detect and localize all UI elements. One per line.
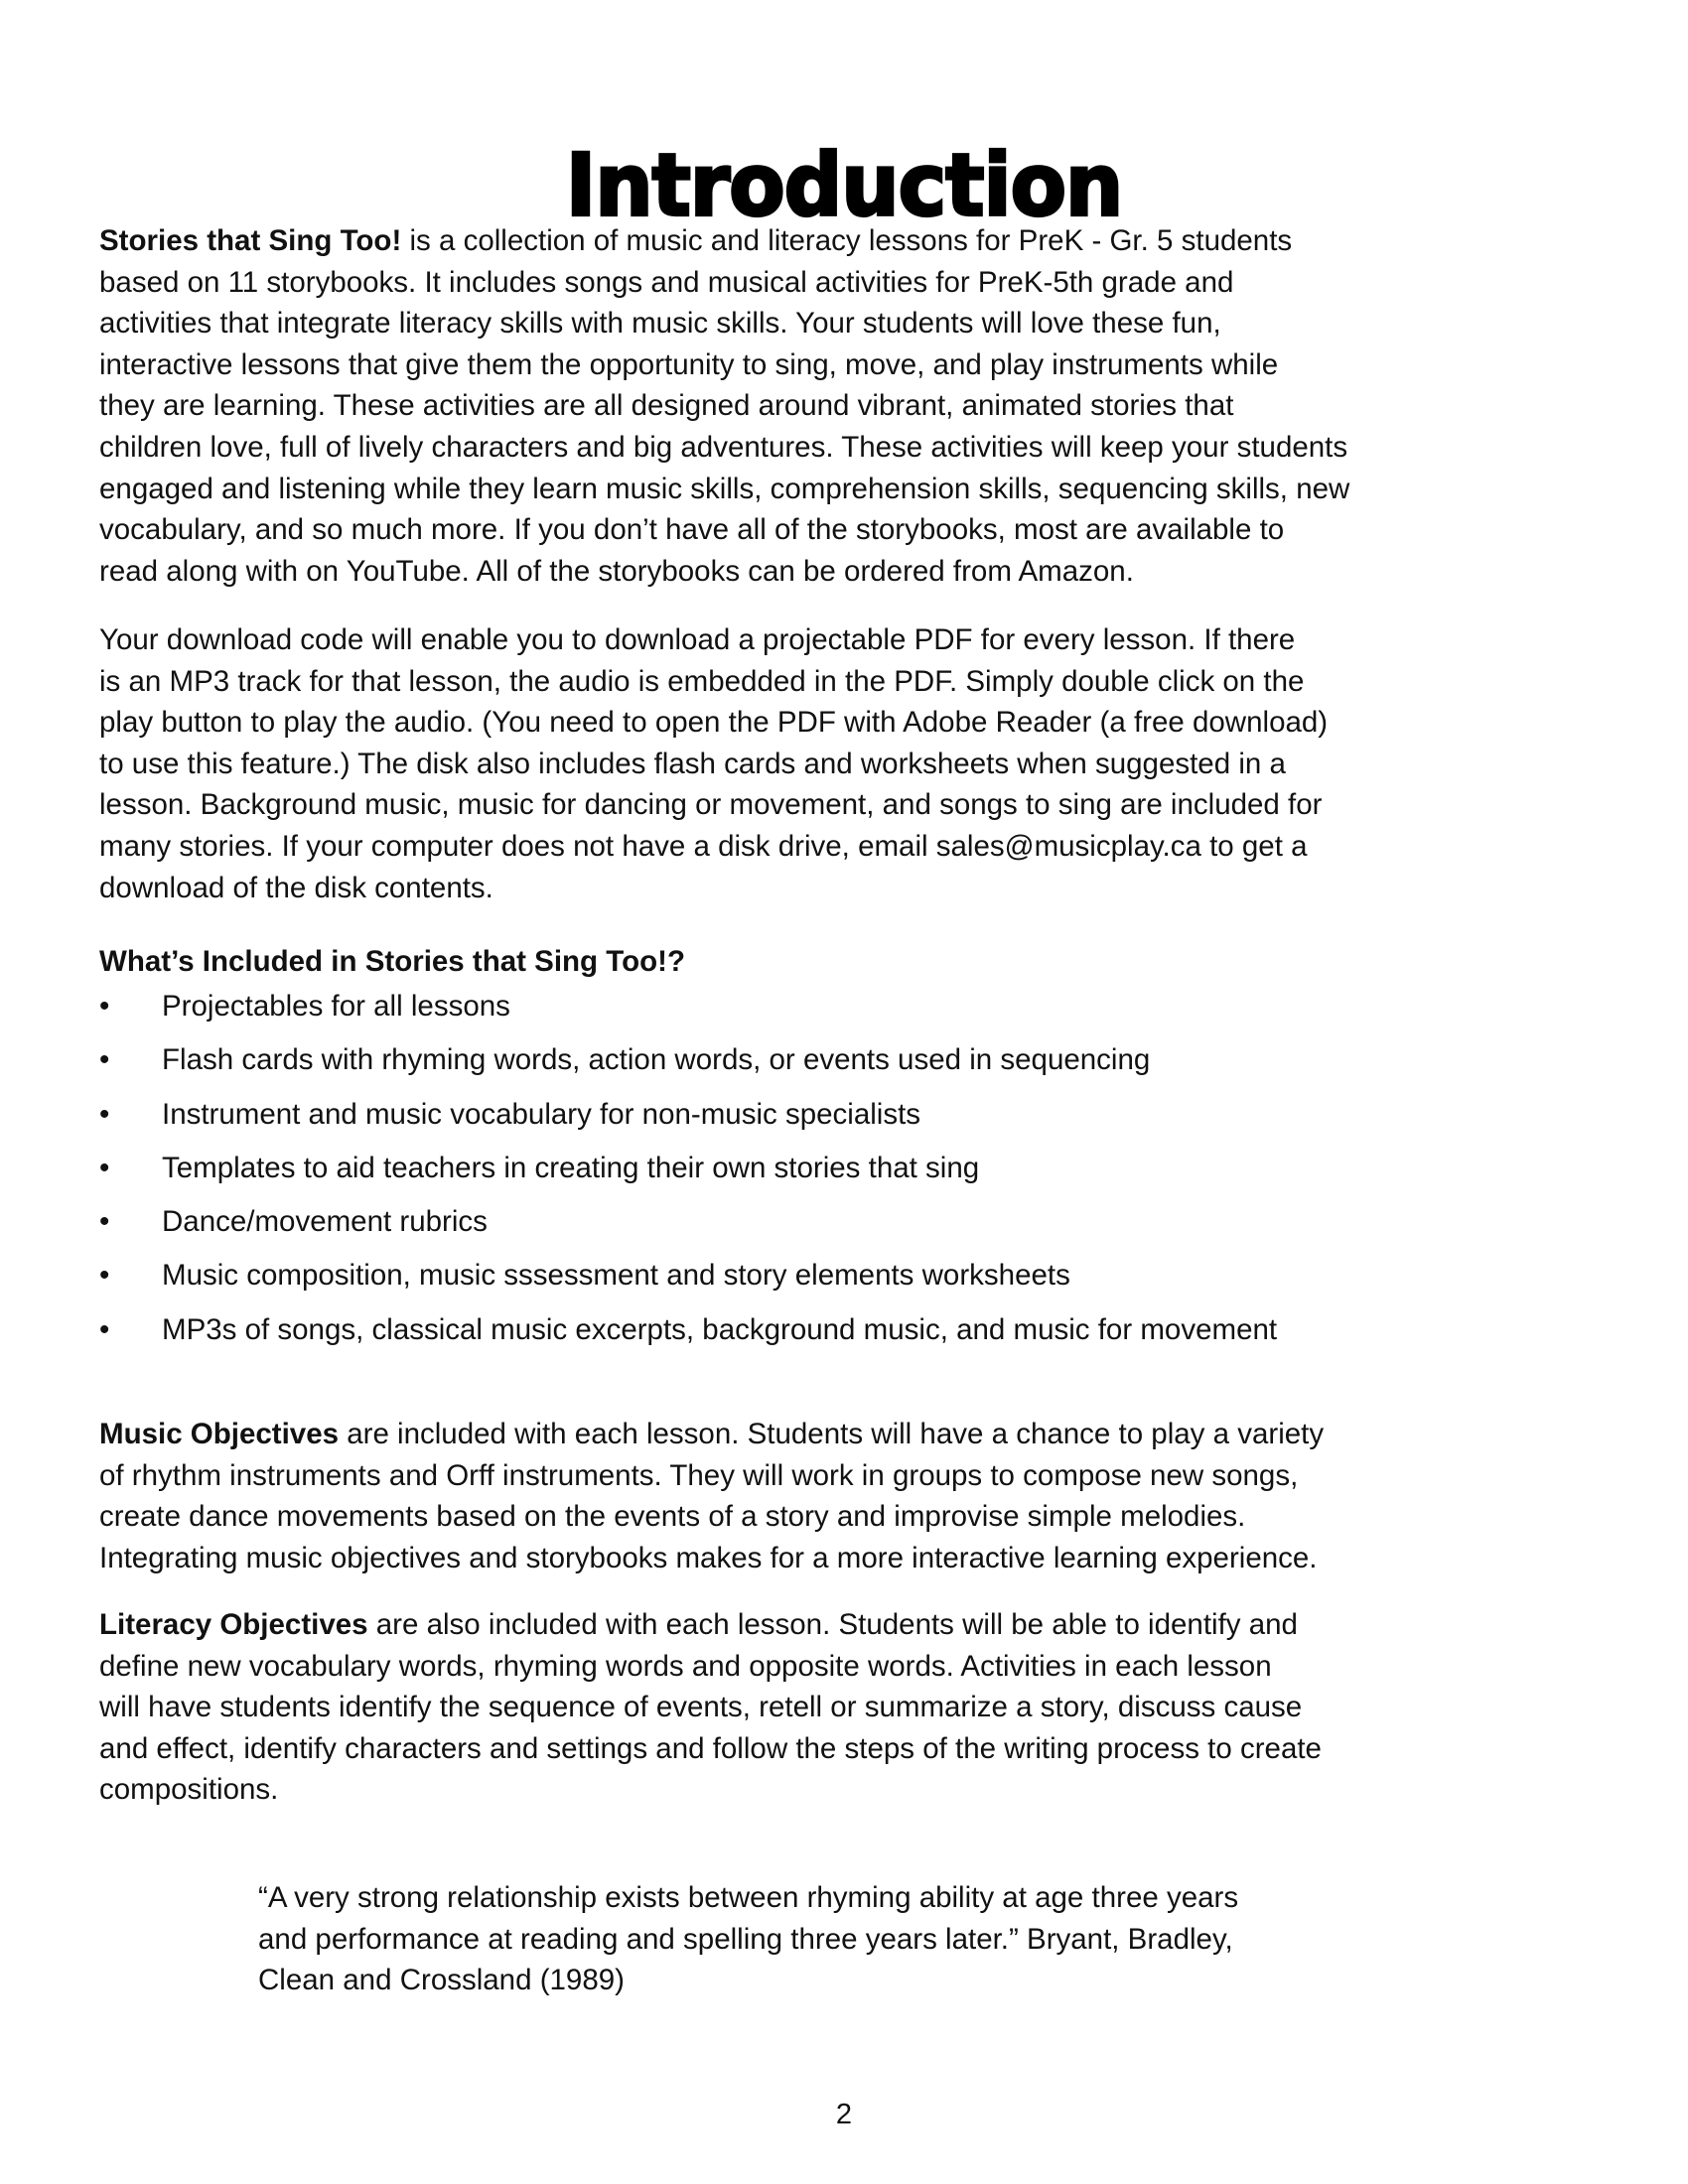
list-item: • Music composition, music sssessment and story elements worksheets bbox=[99, 1255, 1609, 1308]
download-line: Your download code will enable you to download a projectable PDF for every lesson. If there bbox=[99, 623, 1296, 656]
download-paragraph bbox=[99, 619, 1609, 908]
download-line: many stories. If your computer does not have a disk drive, email sales@musicplay.ca to get a bbox=[99, 829, 1308, 863]
intro-line: Stories that Sing Too! is a collection of music and literacy lessons for PreK - Gr. 5 students bbox=[99, 224, 1293, 257]
bullet-icon: • bbox=[99, 990, 110, 1023]
intro-line: read along with on YouTube. All of the storybooks can be ordered from Amazon. bbox=[99, 554, 1134, 588]
page-title: Introduction bbox=[565, 136, 1123, 236]
included-list bbox=[99, 986, 1609, 1363]
bullet-icon: • bbox=[99, 1312, 110, 1346]
intro-line: vocabulary, and so much more. If you don’t have all of the storybooks, most are available to bbox=[99, 513, 1285, 547]
music-objectives-line: create dance movements based on the events of a story and improvise simple melodies. bbox=[99, 1500, 1246, 1534]
download-line: download of the disk contents. bbox=[99, 871, 493, 904]
intro-line: children love, full of lively characters and big adventures. These activities will keep your students bbox=[99, 430, 1348, 464]
bullet-icon: • bbox=[99, 1259, 110, 1293]
download-line: is an MP3 track for that lesson, the audio is embedded in the PDF. Simply double click on the bbox=[99, 664, 1305, 698]
intro-line: activities that integrate literacy skills with music skills. Your students will love these fun, bbox=[99, 307, 1221, 341]
literacy-objectives-paragraph bbox=[99, 1604, 1609, 1811]
literacy-objectives-line: define new vocabulary words, rhyming words and opposite words. Activities in each lesson bbox=[99, 1649, 1272, 1683]
literacy-objectives-line: and effect, identify characters and settings and follow the steps of the writing process to create bbox=[99, 1731, 1322, 1765]
music-objectives-label: Music Objectives bbox=[99, 1418, 340, 1450]
literacy-objectives-line: will have students identify the sequence of events, retell or summarize a story, discuss cause bbox=[99, 1691, 1303, 1724]
quote-line: Clean and Crossland (1989) bbox=[258, 1964, 625, 1997]
list-item: • Templates to aid teachers in creating their own stories that sing bbox=[99, 1148, 1609, 1201]
intro-line: based on 11 storybooks. It includes songs and musical activities for PreK-5th grade and bbox=[99, 265, 1234, 299]
music-objectives-line: Music Objectives are included with each lesson. Students will have a chance to play a variety bbox=[99, 1418, 1325, 1450]
bullet-icon: • bbox=[99, 1205, 110, 1239]
list-item: • Dance/movement rubrics bbox=[99, 1201, 1609, 1255]
music-objectives-line: Integrating music objectives and storybooks makes for a more interactive learning experience. bbox=[99, 1541, 1318, 1574]
download-line: play button to play the audio. (You need to open the PDF with Adobe Reader (a free download) bbox=[99, 706, 1329, 740]
quote-line: and performance at reading and spelling three years later.” Bryant, Bradley, bbox=[258, 1922, 1233, 1956]
list-item: • Flash cards with rhyming words, action words, or events used in sequencing bbox=[99, 1039, 1609, 1093]
bullet-icon: • bbox=[99, 1043, 110, 1077]
bullet-icon: • bbox=[99, 1151, 110, 1184]
intro-line: engaged and listening while they learn music skills, comprehension skills, sequencing skills, new bbox=[99, 472, 1350, 505]
music-objectives-paragraph bbox=[99, 1414, 1609, 1578]
included-heading: What’s Included in Stories that Sing Too!? bbox=[99, 945, 685, 978]
research-quote bbox=[258, 1877, 1450, 2001]
intro-line: interactive lessons that give them the opportunity to sing, move, and play instruments while bbox=[99, 347, 1279, 381]
music-objectives-line: of rhythm instruments and Orff instruments. They will work in groups to compose new songs, bbox=[99, 1458, 1299, 1492]
list-item: • Projectables for all lessons bbox=[99, 986, 1609, 1039]
quote-line: “A very strong relationship exists between rhyming ability at age three years bbox=[258, 1881, 1239, 1914]
list-item: • Instrument and music vocabulary for non-music specialists bbox=[99, 1094, 1609, 1148]
page-number: 2 bbox=[835, 2099, 853, 2130]
literacy-objectives-line: compositions. bbox=[99, 1773, 279, 1807]
intro-line: they are learning. These activities are all designed around vibrant, animated stories that bbox=[99, 389, 1234, 423]
literacy-objectives-label: Literacy Objectives bbox=[99, 1608, 368, 1641]
download-line: lesson. Background music, music for dancing or movement, and songs to sing are included for bbox=[99, 788, 1323, 822]
download-line: to use this feature.) The disk also includes flash cards and worksheets when suggested in a bbox=[99, 747, 1286, 780]
literacy-objectives-line: Literacy Objectives are also included with each lesson. Students will be able to identify and bbox=[99, 1608, 1298, 1641]
product-name: Stories that Sing Too! bbox=[99, 224, 402, 257]
intro-paragraph bbox=[99, 220, 1609, 592]
list-item: • MP3s of songs, classical music excerpts, background music, and music for movement bbox=[99, 1309, 1609, 1363]
bullet-icon: • bbox=[99, 1097, 110, 1131]
